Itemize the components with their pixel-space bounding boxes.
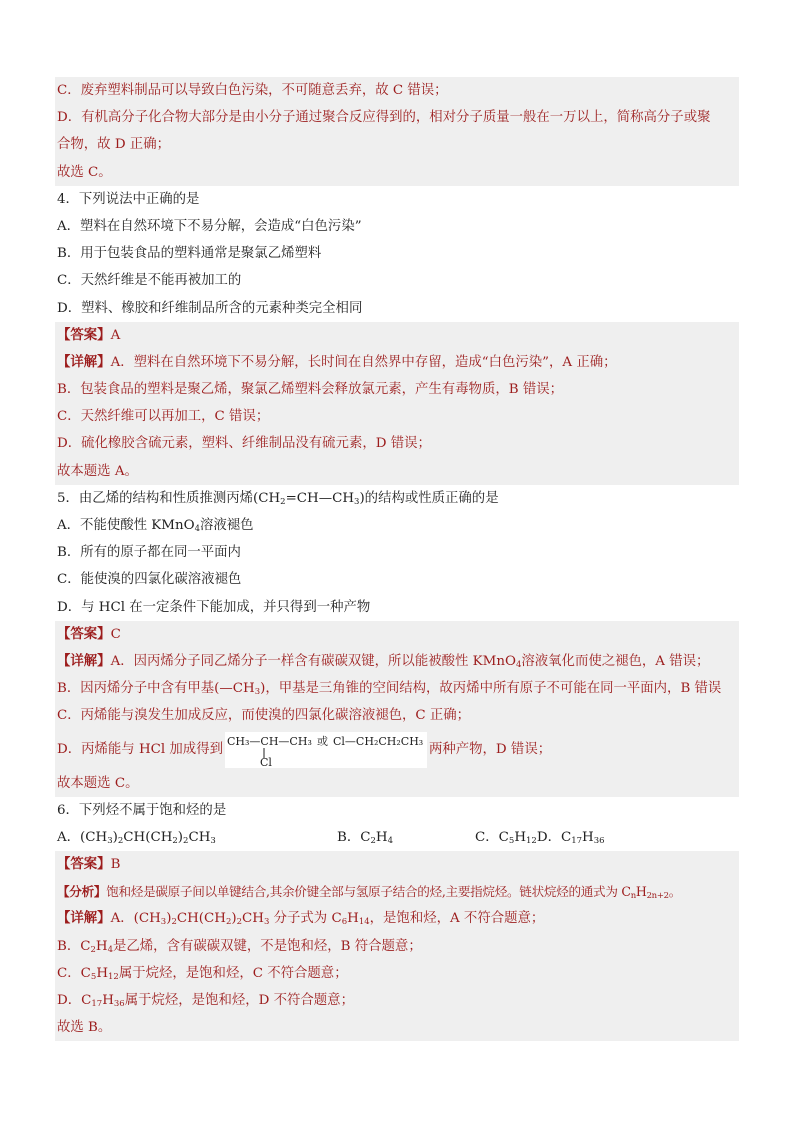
question-4-option-d: D．塑料、橡胶和纤维制品所含的元素种类完全相同 bbox=[57, 300, 363, 316]
formula-or: 或 bbox=[316, 734, 328, 748]
question-5-solution bbox=[55, 621, 739, 797]
question-4-option-c: C．天然纤维是不能再被加工的 bbox=[57, 273, 242, 289]
question-5-detail-b: B．因丙烯分子中含有甲基$(—CH_3)$，甲基是三角锥的空间结构，故丙烯中所有原子不可能在同一平面内，B 错误 bbox=[57, 681, 722, 698]
prev-option-c-explanation: C．废弃塑料制品可以导致白色污染，不可随意丢弃，故 C 错误； bbox=[57, 83, 448, 98]
formula-right: Cl—CH₂CH₂CH₃ bbox=[332, 734, 424, 748]
question-5-option-c: C．能使溴的四氯化碳溶液褪色 bbox=[57, 572, 242, 588]
detail-tag: 【详解】 bbox=[57, 652, 111, 669]
answer-tag: 【答案】 bbox=[57, 856, 111, 873]
question-6-stem: 6．下列烃不属于饱和烃的是 bbox=[57, 802, 227, 818]
question-5-detail-a: 【详解】A．因丙烯分子同乙烯分子一样含有碳碳双键，所以能被酸性 KMnO$_4$溶液氧化而使之褪色，A 错误； bbox=[57, 652, 710, 670]
answer-tag: 【答案】 bbox=[57, 625, 111, 642]
question-5-detail-d: D．丙烯能与 HCl 加成得到 CH₃—CH—CH₃ Cl 或 Cl—CH₂CH₂CH₃ 两种产物，D 错误； bbox=[55, 730, 739, 770]
question-4-option-a: A．塑料在自然环境下不易分解，会造成“白色污染” bbox=[57, 218, 362, 234]
question-5-detail-c: C．丙烯能与溴发生加成反应，而使溴的四氯化碳溶液褪色，C 正确； bbox=[57, 708, 471, 724]
question-6-option-d: D．$C_{17}H_{36}$ bbox=[536, 829, 605, 846]
question-5-option-d: D．与 HCl 在一定条件下能加成，并只得到一种产物 bbox=[57, 599, 371, 615]
question-6 bbox=[55, 797, 739, 851]
question-4 bbox=[55, 186, 739, 322]
question-6-solution bbox=[55, 851, 739, 1041]
detail-tag: 【详解】 bbox=[57, 353, 111, 370]
question-4-solution bbox=[55, 322, 739, 485]
question-5-answer bbox=[55, 621, 739, 648]
question-4-option-b: B．用于包装食品的塑料通常是聚氯乙烯塑料 bbox=[57, 246, 322, 262]
document-page bbox=[55, 77, 739, 1041]
formula-substituent: Cl bbox=[259, 755, 272, 768]
question-4-stem: 4．下列说法中正确的是 bbox=[57, 191, 200, 207]
prev-conclusion: 故选 C。 bbox=[57, 164, 112, 180]
question-6-detail-c: C．$C_5H_{12}$属于烷烃，是饱和烃，C 不符合题意； bbox=[57, 965, 348, 982]
question-6-option-a: A．$(CH_3)_2CH(CH_2)_2CH_3$ bbox=[57, 829, 216, 846]
question-6-answer bbox=[55, 851, 739, 878]
question-4-conclusion: 故本题选 A。 bbox=[57, 463, 138, 479]
answer-value: B bbox=[110, 857, 121, 873]
answer-value: A bbox=[110, 327, 121, 343]
question-5-option-b: B．所有的原子都在同一平面内 bbox=[57, 545, 241, 561]
question-5-option-a: A．不能使酸性 KMnO$_4$溶液褪色 bbox=[57, 518, 254, 534]
question-6-detail-b: B．$C_2H_4$是乙烯，含有碳碳双键，不是饱和烃，B 符合题意； bbox=[57, 938, 422, 955]
answer-tag: 【答案】 bbox=[57, 326, 111, 343]
question-6-detail-d: D．$C_{17}H_{36}$属于烷烃，是饱和烃，D 不符合题意； bbox=[57, 993, 354, 1009]
question-4-detail-a: 【详解】A．塑料在自然环境下不易分解，长时间在自然界中存留，造成“白色污染”，A 正确； bbox=[57, 353, 617, 370]
analysis-tag: 【分析】 bbox=[57, 884, 107, 900]
question-6-conclusion: 故选 B。 bbox=[57, 1020, 112, 1036]
question-5 bbox=[55, 485, 739, 621]
question-6-option-b: B．$C_2H_4$ bbox=[337, 829, 394, 846]
question-4-answer bbox=[55, 322, 739, 349]
question-6-detail-a: 【详解】A．$(CH_3)_2CH(CH_2)_2CH_3$ 分子式为 $C_6H_{14}$，是饱和烃，A 不符合题意； bbox=[57, 910, 545, 928]
question-6-option-c: C．$C_5H_{12}$ bbox=[475, 829, 537, 846]
structural-formula bbox=[225, 732, 427, 768]
question-6-options bbox=[55, 824, 739, 851]
question-4-detail-c: C．天然纤维可以再加工，C 错误； bbox=[57, 409, 270, 425]
prev-option-d-explanation-2: 合物，故 D 正确； bbox=[57, 137, 170, 153]
prev-explanation-block bbox=[55, 77, 739, 186]
question-4-detail-d: D．硫化橡胶含硫元素，塑料、纤维制品没有硫元素，D 错误； bbox=[57, 436, 431, 452]
question-5-conclusion: 故本题选 C。 bbox=[57, 775, 139, 791]
prev-option-d-explanation-1: D．有机高分子化合物大部分是由小分子通过聚合反应得到的，相对分子质量一般在一万以上，简称高分子或聚 bbox=[57, 110, 711, 126]
question-6-analysis: 【分析】饱和烃是碳原子间以单键结合,其余价键全部与氢原子结合的烃,主要指烷烃。链状烷烃的通式为 $C_nH_{2n+2}$。 bbox=[57, 884, 682, 902]
detail-tag: 【详解】 bbox=[57, 910, 111, 927]
question-5-stem: 5．由乙烯的结构和性质推测丙烯$(CH_2=CH—CH_3)$的结构或性质正确的是 bbox=[57, 490, 499, 507]
formula-left: CH₃—CH—CH₃ bbox=[226, 734, 312, 748]
question-4-detail-b: B．包装食品的塑料是聚乙烯，聚氯乙烯塑料会释放氯元素，产生有毒物质，B 错误； bbox=[57, 382, 563, 398]
answer-value: C bbox=[110, 626, 121, 642]
